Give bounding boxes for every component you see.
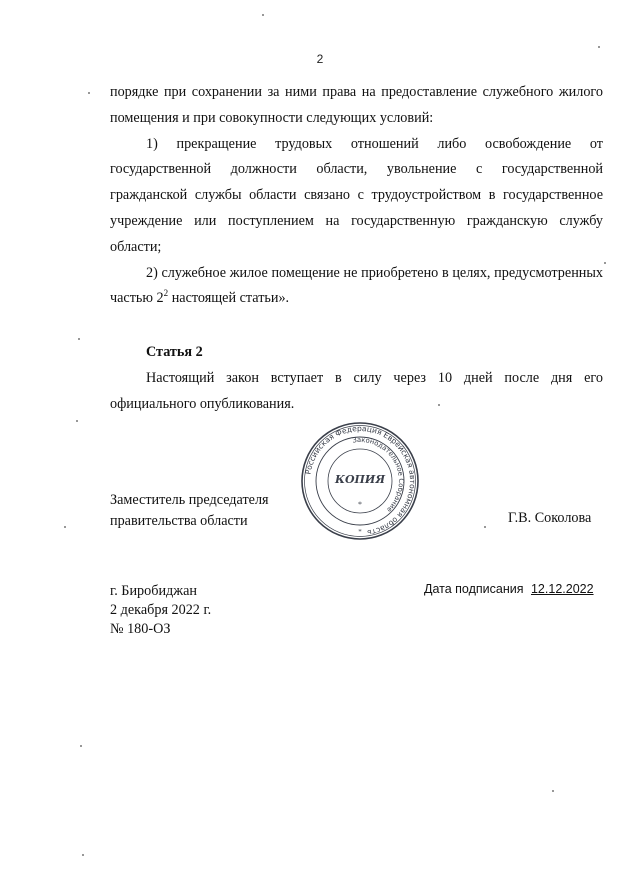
signer-name: Г.В. Соколова xyxy=(508,510,592,526)
paragraph-item-2 xyxy=(110,261,603,313)
article-text: Настоящий закон вступает в силу через 10 дней после дня его официального опубликования. xyxy=(110,369,603,412)
issue-city: г. Биробиджан xyxy=(110,583,197,599)
scan-speck xyxy=(76,420,78,422)
law-number: № 180-ОЗ xyxy=(110,621,171,637)
stamp-center-text: КОПИЯ xyxy=(334,473,386,486)
scan-speck xyxy=(78,338,80,340)
official-seal-stamp xyxy=(300,421,420,541)
star-icon: * xyxy=(358,500,362,509)
signer-position-line1: Заместитель председателя xyxy=(110,492,269,508)
item-2-text-end: настоящей статьи». xyxy=(168,290,290,307)
scan-speck xyxy=(598,46,600,48)
issue-details xyxy=(110,582,211,639)
scan-speck xyxy=(80,745,82,747)
paragraph-item-1: 1) прекращение трудовых отношений либо освобождение от государственной должности области, увольнение с государственной гражданской службы области связано с трудоустройством в государственное учреждение или поступлением на государственную гражданскую службу области; xyxy=(110,135,603,255)
item-2-text: 2) служебное жилое помещение не приобретено в целях, предусмотренных частью 2 xyxy=(110,264,603,307)
document-body xyxy=(110,80,603,418)
issue-date: 2 декабря 2022 г. xyxy=(110,602,212,618)
paragraph-continuation: порядке при сохранении за ними права на предоставление служебного жилого помещения и при совокупности следующих условий: xyxy=(110,84,603,126)
superscript: 2 xyxy=(163,288,169,299)
stamp-outer-text: Российская Федерация Еврейская автономная область xyxy=(303,423,418,538)
scan-speck xyxy=(262,14,264,16)
scan-speck xyxy=(438,404,440,406)
signing-date-label: Дата подписания xyxy=(424,582,524,596)
star-icon: * xyxy=(358,528,362,536)
signing-date-block xyxy=(424,582,594,596)
article-heading: Статья 2 xyxy=(146,344,203,361)
scan-speck xyxy=(64,526,66,528)
scan-speck xyxy=(88,92,90,94)
signature-position xyxy=(110,490,269,532)
scan-speck xyxy=(552,790,554,792)
page-number: 2 xyxy=(316,52,324,66)
signer-position-line2: правительства области xyxy=(110,513,248,529)
scan-speck xyxy=(604,262,606,264)
scan-speck xyxy=(484,526,486,528)
stamp-inner-text: Законодательное Собрание xyxy=(351,435,406,514)
signing-date-value: 12.12.2022 xyxy=(530,582,594,596)
scan-speck xyxy=(82,854,84,856)
